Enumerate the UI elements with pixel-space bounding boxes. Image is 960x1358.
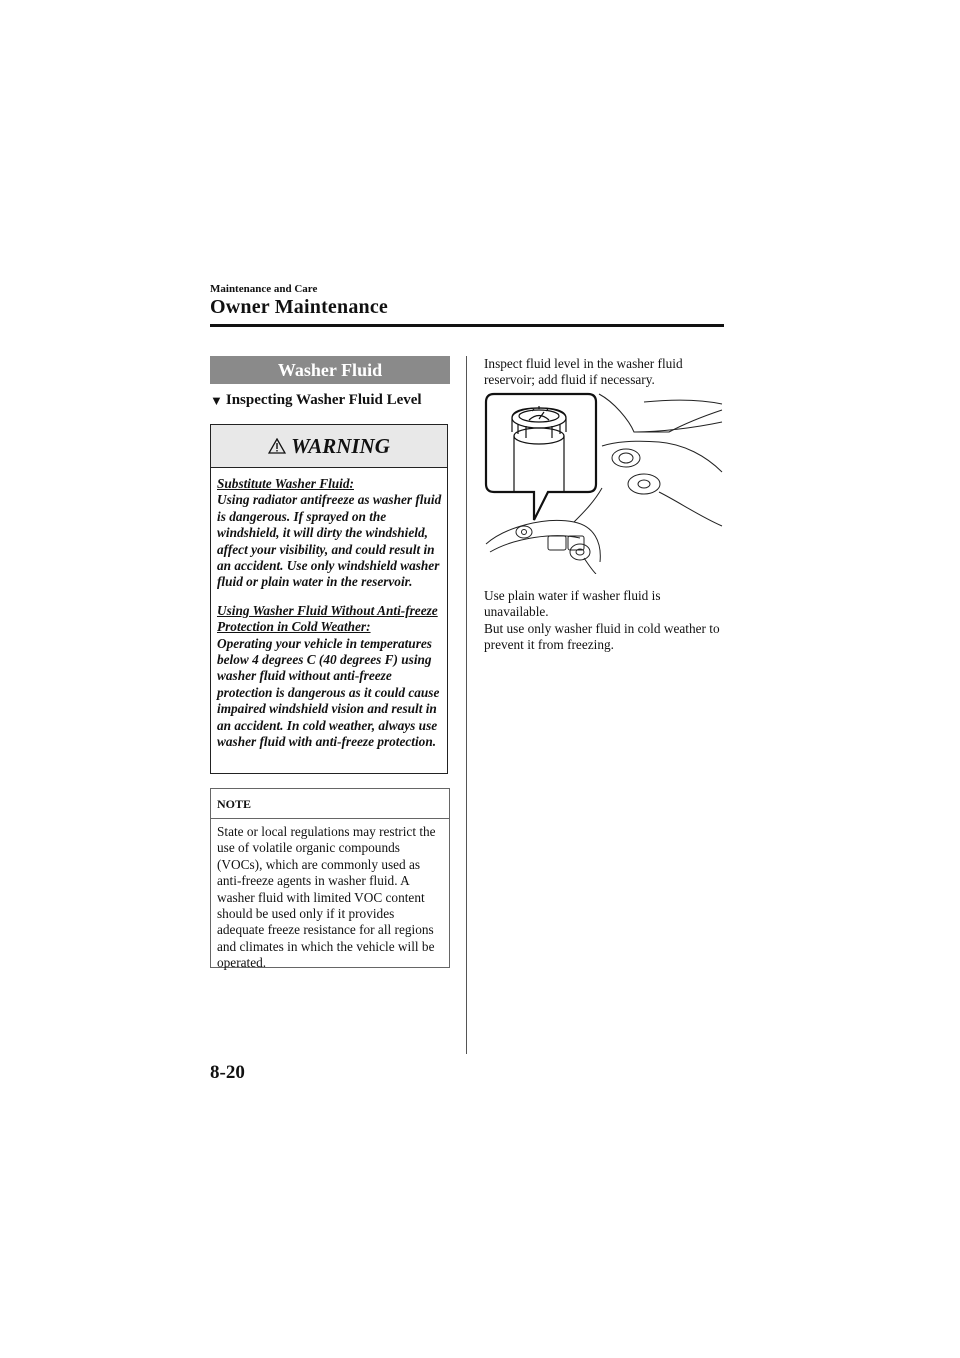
page-number: 8-20 bbox=[210, 1062, 245, 1083]
warning-p1-text: Using radiator antifreeze as washer fluid is dangerous. If sprayed on the windshield, it will dirty the windshield, affect your visibility, and could result in an accident. Use only windshield washer fluid or plain water in the reservoir. bbox=[217, 492, 442, 590]
warning-header bbox=[211, 425, 447, 468]
intro-text: Inspect fluid level in the washer fluid reservoir; add fluid if necessary. bbox=[484, 356, 683, 388]
page-title: Owner Maintenance bbox=[210, 296, 389, 318]
subheading-text: Inspecting Washer Fluid Level bbox=[225, 392, 422, 408]
subheading bbox=[210, 392, 422, 409]
warning-body bbox=[211, 468, 447, 751]
column-divider bbox=[466, 356, 467, 1054]
section-label: Maintenance and Care bbox=[210, 283, 318, 295]
triangle-down-icon: ▼ bbox=[210, 392, 223, 408]
warning-p2-text: Operating your vehicle in temperatures below 4 degrees C (40 degrees F) using washer fluid without anti-freeze protection is dangerous as it could cause impaired windshield vision and result in an accident. In cold weather, always use washer fluid with anti-freeze protection. bbox=[217, 635, 440, 750]
warning-box bbox=[210, 424, 448, 774]
note-label: NOTE bbox=[211, 789, 449, 819]
note-box bbox=[210, 788, 450, 971]
washer-reservoir-illustration bbox=[484, 392, 724, 574]
section-banner: Washer Fluid bbox=[210, 356, 450, 384]
note-text: State or local regulations may restrict the use of volatile organic compounds (VOCs), which are commonly used as anti-freeze agents in washer fluid. A washer fluid with limited VOC content should be used only if it provides adequate freeze resistance for all regions and climates in which the vehicle will be operated. bbox=[217, 824, 436, 971]
warning-label: WARNING bbox=[291, 433, 390, 458]
after-text-1: Use plain water if washer fluid is unavailable. bbox=[484, 588, 661, 620]
warning-p2-heading: Using Washer Fluid Without Anti-freeze Protection in Cold Weather: bbox=[217, 602, 438, 635]
after-text-2: But use only washer fluid in cold weather to prevent it from freezing. bbox=[484, 621, 720, 653]
warning-p1-heading: Substitute Washer Fluid: bbox=[217, 476, 354, 491]
warning-triangle-icon bbox=[268, 438, 286, 454]
title-rule bbox=[210, 324, 724, 327]
